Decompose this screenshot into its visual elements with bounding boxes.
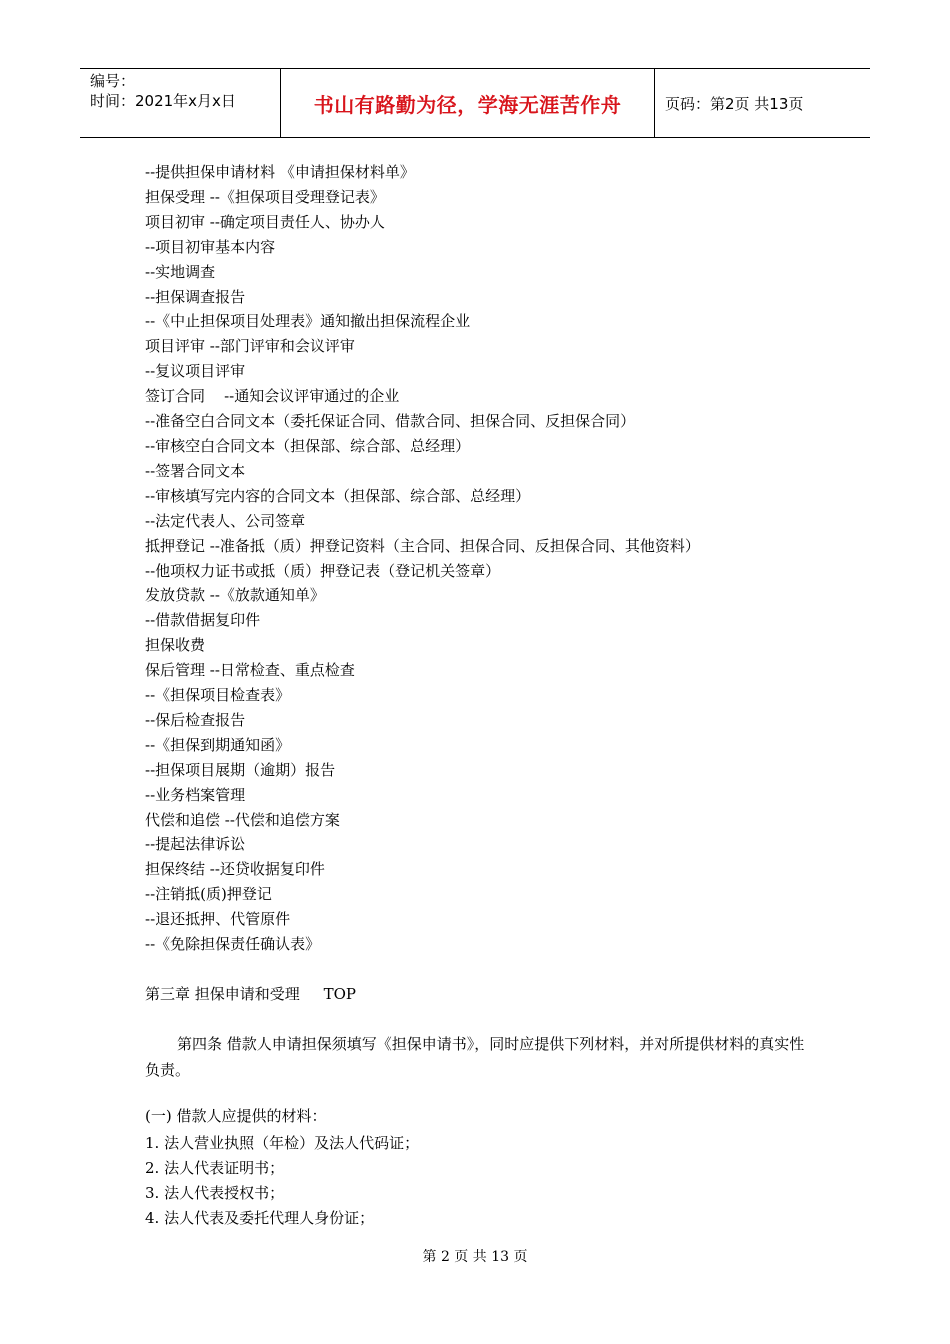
- header-motto: 书山有路勤为径，学海无涯苦作舟: [281, 69, 655, 137]
- outline-line: --项目初审基本内容: [145, 237, 276, 256]
- outline-line: --法定代表人、公司签章: [145, 511, 306, 530]
- outline-line: 担保受理 --《担保项目受理登记表》: [145, 187, 385, 206]
- outline-line: 担保终结 --还贷收据复印件: [145, 860, 325, 879]
- outline-line: --复议项目评审: [145, 362, 246, 381]
- outline-line: 项目初审 --确定项目责任人、协办人: [145, 212, 385, 231]
- outline-line: 代偿和追偿 --代偿和追偿方案: [145, 810, 340, 829]
- outline-line: --《担保项目检查表》: [145, 686, 291, 705]
- outline-line: --提起法律诉讼: [145, 835, 246, 854]
- outline-line: --《担保到期通知函》: [145, 735, 291, 754]
- header-page-info: 页码：第2页 共13页: [665, 94, 804, 113]
- page-header: [80, 68, 870, 138]
- page-footer: 第 2 页 共 13 页: [422, 1249, 528, 1265]
- outline-line: --审核填写完内容的合同文本（担保部、综合部、总经理）: [145, 486, 531, 505]
- number-label: 编号：: [90, 72, 136, 90]
- outline-line: --《中止担保项目处理表》通知撤出担保流程企业: [145, 312, 471, 331]
- material-item: 3. 法人代表授权书；: [145, 1183, 285, 1202]
- outline-line: 签订合同 --通知会议评审通过的企业: [145, 387, 400, 406]
- outline-line: --退还抵押、代管原件: [145, 910, 291, 929]
- outline-line: --实地调查: [145, 262, 216, 281]
- outline-line: --《免除担保责任确认表》: [145, 935, 321, 954]
- materials-list: [145, 1131, 419, 1231]
- time-label: 时间：2021年x月x日: [90, 92, 236, 110]
- outline-line: 项目评审 --部门评审和会议评审: [145, 337, 355, 356]
- outline-line: 抵押登记 --准备抵（质）押登记资料（主合同、担保合同、反担保合同、其他资料）: [145, 536, 700, 555]
- outline-line: 担保收费: [145, 636, 206, 655]
- section-heading: (一) 借款人应提供的材料：: [145, 1107, 327, 1125]
- outline-line: --借款借据复印件: [145, 611, 261, 630]
- outline-line: 发放贷款 --《放款通知单》: [145, 586, 325, 605]
- material-item: 1. 法人营业执照（年检）及法人代码证；: [145, 1134, 420, 1152]
- outline-line: --担保项目展期（逾期）报告: [145, 760, 336, 779]
- article-paragraph: 第四条 借款人申请担保须填写《担保申请书》，同时应提供下列材料，并对所提供材料的真实性负责。: [145, 1035, 805, 1079]
- outline-line: --保后检查报告: [145, 710, 246, 729]
- process-outline: [145, 160, 700, 957]
- outline-line: --担保调查报告: [145, 287, 246, 306]
- material-item: 2. 法人代表证明书；: [145, 1158, 285, 1177]
- outline-line: --他项权力证书或抵（质）押登记表（登记机关签章）: [145, 561, 501, 580]
- outline-line: 保后管理 --日常检查、重点检查: [145, 661, 355, 680]
- header-meta: [80, 69, 281, 137]
- outline-line: --提供担保申请材料 《申请担保材料单》: [145, 163, 415, 181]
- chapter-heading: 第三章 担保申请和受理 TOP: [145, 985, 357, 1003]
- outline-line: --审核空白合同文本（担保部、综合部、总经理）: [145, 436, 471, 455]
- outline-line: --准备空白合同文本（委托保证合同、借款合同、担保合同、反担保合同）: [145, 412, 636, 431]
- material-item: 4. 法人代表及委托代理人身份证；: [145, 1208, 375, 1227]
- outline-line: --签署合同文本: [145, 461, 246, 480]
- outline-line: --注销抵(质)押登记: [145, 885, 272, 904]
- outline-line: --业务档案管理: [145, 785, 246, 804]
